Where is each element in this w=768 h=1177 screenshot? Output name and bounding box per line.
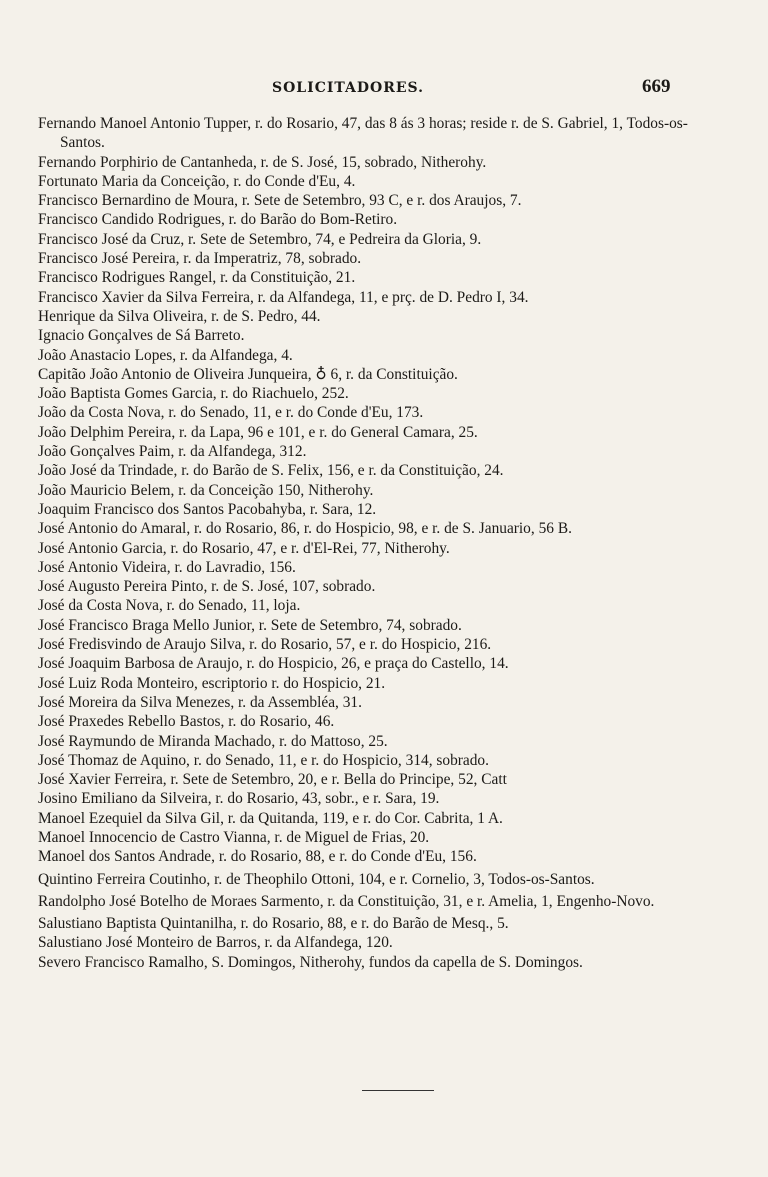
end-rule	[362, 1090, 434, 1091]
directory-entry: José Raymundo de Miranda Machado, r. do Mattoso, 25.	[38, 732, 388, 750]
directory-entry: João Gonçalves Paim, r. da Alfandega, 312.	[38, 443, 307, 461]
directory-entry: José Xavier Ferreira, r. Sete de Setembro, 20, e r. Bella do Principe, 52, Catt	[38, 771, 507, 789]
directory-entry: José Francisco Braga Mello Junior, r. Sete de Setembro, 74, sobrado.	[38, 616, 462, 634]
directory-entry: Salustiano Baptista Quintanilha, r. do Rosario, 88, e r. do Barão de Mesq., 5.	[38, 915, 509, 933]
directory-entry: João Mauricio Belem, r. da Conceição 150, Nitherohy.	[38, 481, 374, 499]
directory-entry: Fortunato Maria da Conceição, r. do Conde d'Eu, 4.	[38, 172, 356, 190]
directory-entry: Francisco José da Cruz, r. Sete de Setembro, 74, e Pedreira da Gloria, 9.	[38, 230, 482, 248]
directory-entry: Henrique da Silva Oliveira, r. de S. Pedro, 44.	[38, 307, 321, 325]
directory-entry: Francisco Rodrigues Rangel, r. da Constituição, 21.	[38, 269, 356, 287]
directory-entry: Joaquim Francisco dos Santos Pacobahyba, r. Sara, 12.	[38, 500, 377, 518]
directory-entry: Manoel dos Santos Andrade, r. do Rosario, 88, e r. do Conde d'Eu, 156.	[38, 848, 477, 866]
directory-entry: Salustiano José Monteiro de Barros, r. da Alfandega, 120.	[38, 934, 393, 952]
directory-entry: Francisco José Pereira, r. da Imperatriz, 78, sobrado.	[38, 250, 362, 268]
directory-entry: Randolpho José Botelho de Moraes Sarmento, r. da Constituição, 31, e r. Amelia, 1, Engenho-Novo.	[38, 892, 655, 910]
directory-entry: Severo Francisco Ramalho, S. Domingos, Nitherohy, fundos da capella de S. Domingos.	[38, 953, 583, 971]
page-number: 669	[642, 76, 671, 97]
directory-entry: José Luiz Roda Monteiro, escriptorio r. do Hospicio, 21.	[38, 674, 386, 692]
directory-entry: João José da Trindade, r. do Barão de S. Felix, 156, e r. da Constituição, 24.	[38, 462, 504, 480]
directory-entry: José Praxedes Rebello Bastos, r. do Rosario, 46.	[38, 713, 335, 731]
directory-entry: José Thomaz de Aquino, r. do Senado, 11, e r. do Hospicio, 314, sobrado.	[38, 751, 489, 769]
directory-entry: José Antonio do Amaral, r. do Rosario, 86, r. do Hospicio, 98, e r. de S. Januario, 56 B.	[38, 520, 572, 538]
directory-entry: Fernando Porphirio de Cantanheda, r. de S. José, 15, sobrado, Nitherohy.	[38, 153, 487, 171]
directory-entry: Manoel Ezequiel da Silva Gil, r. da Quitanda, 119, e r. do Cor. Cabrita, 1 A.	[38, 809, 503, 827]
directory-entry: Ignacio Gonçalves de Sá Barreto.	[38, 327, 245, 345]
directory-entry: Francisco Bernardino de Moura, r. Sete de Setembro, 93 C, e r. dos Araujos, 7.	[38, 192, 522, 210]
running-head	[0, 76, 768, 104]
directory-entry: Capitão João Antonio de Oliveira Junqueira, ♁ 6, r. da Constituição.	[38, 365, 458, 383]
directory-entry: José Antonio Garcia, r. do Rosario, 47, e r. d'El-Rei, 77, Nitherohy.	[38, 539, 450, 557]
directory-entry: Manoel Innocencio de Castro Vianna, r. de Miguel de Frias, 20.	[38, 828, 430, 846]
directory-entry: José Augusto Pereira Pinto, r. de S. José, 107, sobrado.	[38, 578, 376, 596]
directory-entry: Quintino Ferreira Coutinho, r. de Theophilo Ottoni, 104, e r. Cornelio, 3, Todos-os-Santos.	[38, 870, 595, 888]
directory-entry: João da Costa Nova, r. do Senado, 11, e r. do Conde d'Eu, 173.	[38, 404, 424, 422]
directory-entry: João Baptista Gomes Garcia, r. do Riachuelo, 252.	[38, 385, 349, 403]
directory-entry: João Delphim Pereira, r. da Lapa, 96 e 101, e r. do General Camara, 25.	[38, 423, 478, 441]
directory-entry: João Anastacio Lopes, r. da Alfandega, 4.	[38, 346, 293, 364]
directory-entry: Josino Emiliano da Silveira, r. do Rosario, 43, sobr., e r. Sara, 19.	[38, 790, 440, 808]
directory-list	[38, 114, 710, 972]
section-title: SOLICITADORES.	[272, 80, 425, 96]
directory-entry: José Moreira da Silva Menezes, r. da Assembléa, 31.	[38, 693, 362, 711]
directory-entry: Fernando Manoel Antonio Tupper, r. do Rosario, 47, das 8 ás 3 horas; reside r. de S. Gabriel, 1, Todos-os-Santos.	[38, 115, 688, 152]
directory-entry: Francisco Candido Rodrigues, r. do Barão do Bom-Retiro.	[38, 211, 398, 229]
directory-entry: José da Costa Nova, r. do Senado, 11, loja.	[38, 597, 301, 615]
directory-entry: José Joaquim Barbosa de Araujo, r. do Hospicio, 26, e praça do Castello, 14.	[38, 655, 509, 673]
directory-entry: José Antonio Videira, r. do Lavradio, 156.	[38, 558, 296, 576]
directory-entry: José Fredisvindo de Araujo Silva, r. do Rosario, 57, e r. do Hospicio, 216.	[38, 636, 492, 654]
directory-entry: Francisco Xavier da Silva Ferreira, r. da Alfandega, 11, e prç. de D. Pedro I, 34.	[38, 288, 529, 306]
